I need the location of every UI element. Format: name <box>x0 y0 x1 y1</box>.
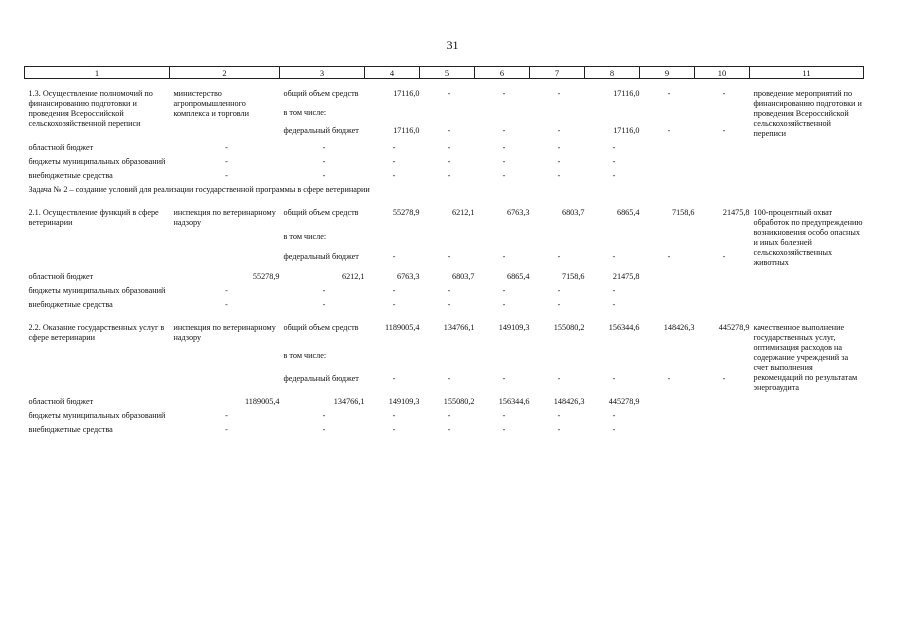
table-row <box>25 299 864 313</box>
funding-value: - <box>392 425 396 434</box>
funding-value: 6865,4 <box>616 208 640 217</box>
funding-value: 134766,1 <box>443 323 475 332</box>
funding-value: - <box>612 411 616 420</box>
funding-value: - <box>447 125 451 135</box>
executor: министерство агропромышленного комплекса и торговли <box>173 89 250 118</box>
funding-value: - <box>392 251 396 261</box>
funding-value <box>695 107 750 124</box>
table-row <box>25 79 864 108</box>
funding-value: 17116,0 <box>393 125 420 135</box>
funding-value: - <box>447 300 451 309</box>
funding-value: - <box>612 143 616 152</box>
funding-value: 6803,7 <box>561 208 585 217</box>
funding-source: бюджеты муниципальных образований <box>28 411 166 420</box>
funding-value: - <box>225 286 228 295</box>
column-number-header: 5 <box>420 67 475 79</box>
funding-value: - <box>392 171 396 180</box>
table-row <box>25 396 864 410</box>
funding-value: 148426,3 <box>663 323 695 332</box>
funding-value: - <box>502 374 506 384</box>
executor: инспекция по ветеринарному надзору <box>173 208 276 227</box>
funding-value: - <box>612 286 616 295</box>
header-row <box>25 67 864 79</box>
funding-value: - <box>225 171 228 180</box>
funding-value: 17116,0 <box>393 89 420 98</box>
table-header <box>25 67 864 79</box>
funding-value: 21475,8 <box>722 208 750 217</box>
funding-value <box>695 350 750 373</box>
funding-source: областной бюджет <box>28 143 94 152</box>
funding-value: 21475,8 <box>612 272 640 281</box>
funding-value: - <box>225 300 228 309</box>
funding-value <box>585 350 640 373</box>
expected-result: проведение мероприятий по финансированию подготовки и проведения Всероссийской сельскохозяйственной переписи <box>753 89 862 138</box>
funding-value: 7158,6 <box>561 272 585 281</box>
funding-source: бюджеты муниципальных образований <box>28 157 166 166</box>
funding-value: - <box>225 157 228 166</box>
funding-value: - <box>557 157 561 166</box>
funding-source: в том числе: <box>283 231 327 241</box>
funding-source: внебюджетные средства <box>28 171 113 180</box>
funding-value <box>365 107 420 124</box>
funding-source: областной бюджет <box>28 272 94 281</box>
funding-value <box>530 350 585 373</box>
funding-value: - <box>612 157 616 166</box>
funding-value: - <box>557 89 561 98</box>
funding-value: 55278,9 <box>392 208 420 217</box>
funding-source: бюджеты муниципальных образований <box>28 286 166 295</box>
funding-value <box>420 107 475 124</box>
funding-value: - <box>447 157 451 166</box>
funding-value: 148426,3 <box>553 397 585 406</box>
funding-value: - <box>722 89 726 98</box>
funding-value <box>530 107 585 124</box>
funding-value <box>585 231 640 251</box>
table-row <box>25 156 864 170</box>
funding-value: 149109,3 <box>498 323 530 332</box>
funding-value: - <box>502 286 506 295</box>
funding-value <box>475 231 530 251</box>
column-number-header: 9 <box>640 67 695 79</box>
funding-value: 6865,4 <box>506 272 530 281</box>
funding-value: - <box>447 251 451 261</box>
funding-source: в том числе: <box>283 351 327 361</box>
funding-value: - <box>502 425 506 434</box>
table-row <box>25 142 864 156</box>
funding-value: 6803,7 <box>451 272 475 281</box>
funding-value <box>585 107 640 124</box>
expected-result: 100-процентный охват обработок по предупреждению возникновения особо опасных и иных болезней сельскохозяйственных животных <box>753 208 863 267</box>
funding-value: - <box>447 425 451 434</box>
funding-value: 445278,9 <box>718 323 750 332</box>
funding-value: - <box>557 300 561 309</box>
funding-value: 156344,6 <box>498 397 530 406</box>
funding-value <box>475 350 530 373</box>
funding-value: 445278,9 <box>608 397 640 406</box>
table-row <box>25 198 864 231</box>
table-row <box>25 410 864 424</box>
funding-source: в том числе: <box>283 108 327 118</box>
funding-value: - <box>667 89 671 98</box>
funding-value: - <box>447 89 451 98</box>
funding-value: 17116,0 <box>613 125 640 135</box>
funding-source: общий объем средств <box>283 208 359 217</box>
expected-result: качественное выполнение государственных услуг, оптимизация расходов на содержание учреждений за счет выполнения рекомендаций по результатам энергоаудита <box>753 323 858 392</box>
funding-value: - <box>502 125 506 135</box>
column-number-header: 8 <box>585 67 640 79</box>
funding-value: - <box>557 411 561 420</box>
column-number-header: 7 <box>530 67 585 79</box>
funding-value: - <box>225 425 228 434</box>
page-number: 31 <box>446 38 459 52</box>
funding-value: - <box>225 143 228 152</box>
funding-value <box>695 231 750 251</box>
funding-source: федеральный бюджет <box>283 251 359 261</box>
funding-source: федеральный бюджет <box>283 374 359 384</box>
funding-value: - <box>502 300 506 309</box>
funding-value: 55278,9 <box>252 272 280 281</box>
funding-value: 149109,3 <box>388 397 420 406</box>
funding-value: - <box>502 143 506 152</box>
funding-value: - <box>667 374 671 384</box>
funding-value: - <box>392 286 396 295</box>
funding-source: внебюджетные средства <box>28 300 113 309</box>
funding-value <box>530 231 585 251</box>
funding-value: - <box>322 411 326 420</box>
table-body <box>25 79 864 439</box>
funding-value: 134766,1 <box>333 397 365 406</box>
funding-value: - <box>392 157 396 166</box>
funding-source: общий объем средств <box>283 89 359 98</box>
funding-value: 7158,6 <box>671 208 695 217</box>
funding-value: - <box>322 157 326 166</box>
funding-value <box>475 107 530 124</box>
funding-value: - <box>502 157 506 166</box>
funding-value: 6212,1 <box>341 272 365 281</box>
funding-value: - <box>392 374 396 384</box>
funding-value: - <box>722 374 726 384</box>
funding-value: 17116,0 <box>613 89 640 98</box>
column-number-header: 10 <box>695 67 750 79</box>
funding-value <box>365 350 420 373</box>
funding-value: 1189005,4 <box>385 323 420 332</box>
funding-value: - <box>392 143 396 152</box>
funding-value: - <box>322 300 326 309</box>
column-number-header: 3 <box>280 67 365 79</box>
funding-value: - <box>502 251 506 261</box>
funding-value: - <box>557 171 561 180</box>
funding-value: - <box>667 251 671 261</box>
column-number-header: 6 <box>475 67 530 79</box>
funding-value: - <box>447 143 451 152</box>
funding-source: областной бюджет <box>28 397 94 406</box>
funding-value: 6763,3 <box>506 208 530 217</box>
funding-value <box>640 231 695 251</box>
funding-value: 155080,2 <box>553 323 585 332</box>
funding-value: - <box>557 374 561 384</box>
funding-value <box>420 231 475 251</box>
task-row <box>25 184 864 198</box>
funding-value <box>420 350 475 373</box>
funding-value: - <box>392 411 396 420</box>
funding-value: - <box>502 89 506 98</box>
funding-value: - <box>502 171 506 180</box>
table-row <box>25 424 864 438</box>
funding-value: 6212,1 <box>451 208 475 217</box>
column-number-header: 2 <box>170 67 280 79</box>
table-row <box>25 313 864 350</box>
task-title: Задача № 2 – создание условий для реализации государственной программы в сфере ветеринарии <box>28 185 370 194</box>
funding-value: - <box>502 411 506 420</box>
funding-source: федеральный бюджет <box>283 125 359 135</box>
activity-name: 2.2. Оказание государственных услуг в сфере ветеринарии <box>28 323 165 342</box>
funding-value: - <box>322 286 326 295</box>
funding-value <box>640 107 695 124</box>
funding-value: - <box>612 171 616 180</box>
funding-value: - <box>557 143 561 152</box>
funding-value: - <box>612 425 616 434</box>
funding-value: - <box>557 286 561 295</box>
funding-value: - <box>722 125 726 135</box>
table-row <box>25 285 864 299</box>
column-number-header: 4 <box>365 67 420 79</box>
funding-value: - <box>447 374 451 384</box>
funding-value: - <box>667 125 671 135</box>
funding-source: внебюджетные средства <box>28 425 113 434</box>
funding-value: - <box>322 425 326 434</box>
program-table <box>24 66 864 438</box>
funding-value: - <box>322 143 326 152</box>
table-row <box>25 170 864 184</box>
funding-source: общий объем средств <box>283 323 359 332</box>
funding-value: - <box>612 374 616 384</box>
funding-value: - <box>447 171 451 180</box>
funding-value: - <box>322 171 326 180</box>
funding-value <box>365 231 420 251</box>
funding-value: - <box>225 411 228 420</box>
funding-value: - <box>392 300 396 309</box>
funding-value: - <box>612 300 616 309</box>
funding-value: - <box>557 251 561 261</box>
activity-name: 2.1. Осуществление функций в сфере ветеринарии <box>28 208 159 227</box>
table-row <box>25 271 864 285</box>
funding-value: - <box>722 251 726 261</box>
funding-value: 6763,3 <box>396 272 420 281</box>
funding-value: - <box>447 286 451 295</box>
column-number-header: 11 <box>750 67 864 79</box>
funding-value: - <box>557 425 561 434</box>
funding-value: 1189005,4 <box>245 397 280 406</box>
activity-name: 1.3. Осуществление полномочий по финансированию подготовки и проведения Всероссийской сельскохозяйственной переписи <box>28 89 153 128</box>
funding-value: - <box>447 411 451 420</box>
funding-value: 155080,2 <box>443 397 475 406</box>
funding-value: 156344,6 <box>608 323 640 332</box>
executor: инспекция по ветеринарному надзору <box>173 323 276 342</box>
column-number-header: 1 <box>25 67 170 79</box>
funding-value: - <box>612 251 616 261</box>
funding-value <box>640 350 695 373</box>
funding-value: - <box>557 125 561 135</box>
